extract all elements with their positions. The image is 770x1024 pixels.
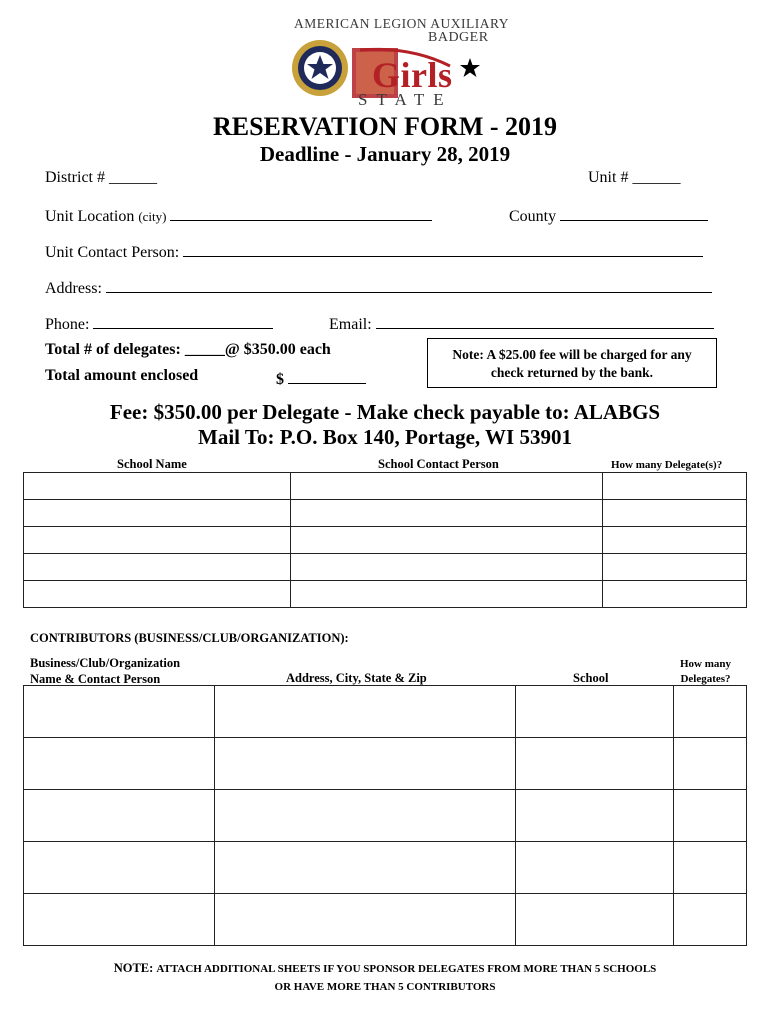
table-row [24,554,747,581]
total-amount-field[interactable] [276,367,366,389]
contributor-name-cell[interactable] [24,842,215,894]
contact-person-label: Unit Contact Person: [45,244,180,261]
unit-field[interactable]: Unit # ______ [588,169,681,186]
delegates-count-cell[interactable] [603,527,747,554]
county-field[interactable] [509,204,708,226]
contributor-school-cell[interactable] [516,790,674,842]
phone-label: Phone: [45,316,90,333]
bottom-note-line-1 [0,959,770,978]
note-line-2: check returned by the bank. [490,365,654,380]
unit-location-hint: (city) [138,209,167,224]
email-line[interactable] [376,312,714,329]
table-row [24,790,747,842]
contributor-name-cell[interactable] [24,686,215,738]
school-contact-cell[interactable] [291,527,603,554]
bottom-note [0,959,770,996]
district-field[interactable]: District # ______ [45,169,157,186]
total-delegates-field[interactable]: Total # of delegates: _____@ $350.00 each [45,341,331,358]
table-row [24,500,747,527]
bottom-note-text-2: OR HAVE MORE THAN 5 CONTRIBUTORS [274,981,496,993]
school-contact-cell[interactable] [291,554,603,581]
phone-line[interactable] [93,312,273,329]
schools-table [23,472,747,608]
contributor-school-cell[interactable] [516,738,674,790]
contributors-heading: CONTRIBUTORS (BUSINESS/CLUB/ORGANIZATION): [30,631,349,645]
contributor-school-cell[interactable] [516,894,674,946]
contributor-delegates-cell[interactable] [674,894,747,946]
bottom-note-text-1: ATTACH ADDITIONAL SHEETS IF YOU SPONSOR DELEGATES FROM MORE THAN 5 SCHOOLS [156,963,657,975]
email-field[interactable] [329,312,714,334]
school-contact-cell[interactable] [291,500,603,527]
contributor-school-header: School [573,671,609,685]
unit-location-label: Unit Location [45,208,135,225]
contributor-address-cell[interactable] [215,894,516,946]
contributor-delegates-cell[interactable] [674,686,747,738]
table-row [24,842,747,894]
deadline-text: Deadline - January 28, 2019 [259,142,511,166]
dollar-sign: $ [276,371,284,388]
school-contact-cell[interactable] [291,473,603,500]
delegates-count-cell[interactable] [603,500,747,527]
school-contact-cell[interactable] [291,581,603,608]
contributor-school-cell[interactable] [516,842,674,894]
mail-to-line: Mail To: P.O. Box 140, Portage, WI 53901 [198,425,572,449]
total-amount-label: Total amount enclosed [45,367,199,384]
contributor-address-cell[interactable] [215,686,516,738]
school-name-cell[interactable] [24,527,291,554]
contributor-delegates-cell[interactable] [674,790,747,842]
contributor-address-header: Address, City, State & Zip [286,671,427,685]
contributor-address-cell[interactable] [215,842,516,894]
contributors-table [23,685,747,946]
contributor-address-cell[interactable] [215,738,516,790]
county-label: County [509,208,557,225]
contact-person-line[interactable] [183,240,703,257]
contributor-address-cell[interactable] [215,790,516,842]
school-name-header: School Name [117,457,187,471]
logo-org-line: AMERICAN LEGION AUXILIARY [294,16,509,31]
county-line[interactable] [560,204,708,221]
contributor-delegates-header [680,657,731,687]
contact-person-field[interactable] [45,240,703,262]
contributor-delegates-cell[interactable] [674,738,747,790]
table-row [24,738,747,790]
girls-state-logo [290,16,509,112]
page-title: RESERVATION FORM - 2019 [212,112,558,141]
table-row [24,581,747,608]
note-line-1: Note: A $25.00 fee will be charged for any [452,347,692,362]
returned-check-note [427,338,717,388]
address-label: Address: [45,280,102,297]
table-row [24,473,747,500]
email-label: Email: [329,316,372,333]
total-amount-line[interactable] [288,367,366,384]
table-row [24,527,747,554]
delegates-count-cell[interactable] [603,554,747,581]
school-contact-header: School Contact Person [378,457,499,471]
address-field[interactable] [45,276,712,298]
contributor-name-header-line-2: Name & Contact Person [30,672,161,686]
delegates-count-cell[interactable] [603,473,747,500]
contributor-delegates-cell[interactable] [674,842,747,894]
table-row [24,686,747,738]
logo-badger-line: BADGER [428,30,489,45]
logo-state-text: STATE [358,90,453,109]
bottom-note-prefix: NOTE: [113,961,157,975]
table-row [24,894,747,946]
contributor-name-header-line-1: Business/Club/Organization [30,656,181,670]
fee-line: Fee: $350.00 per Delegate - Make check payable to: ALABGS [109,400,661,424]
unit-location-field[interactable] [45,204,432,226]
contributor-school-cell[interactable] [516,686,674,738]
logo-girls-text: Girls [372,55,453,95]
phone-field[interactable] [45,312,273,334]
contributor-name-cell[interactable] [24,894,215,946]
address-line[interactable] [106,276,712,293]
contributor-name-header [30,655,180,687]
contributor-delegates-header-line-1: How many [680,658,732,670]
unit-location-line[interactable] [170,204,432,221]
delegates-count-cell[interactable] [603,581,747,608]
school-name-cell[interactable] [24,500,291,527]
school-name-cell[interactable] [24,554,291,581]
delegates-count-header: How many Delegate(s)? [611,459,723,471]
contributor-name-cell[interactable] [24,790,215,842]
school-name-cell[interactable] [24,473,291,500]
contributor-name-cell[interactable] [24,738,215,790]
contributor-delegates-header-line-2: Delegates? [680,673,731,685]
school-name-cell[interactable] [24,581,291,608]
